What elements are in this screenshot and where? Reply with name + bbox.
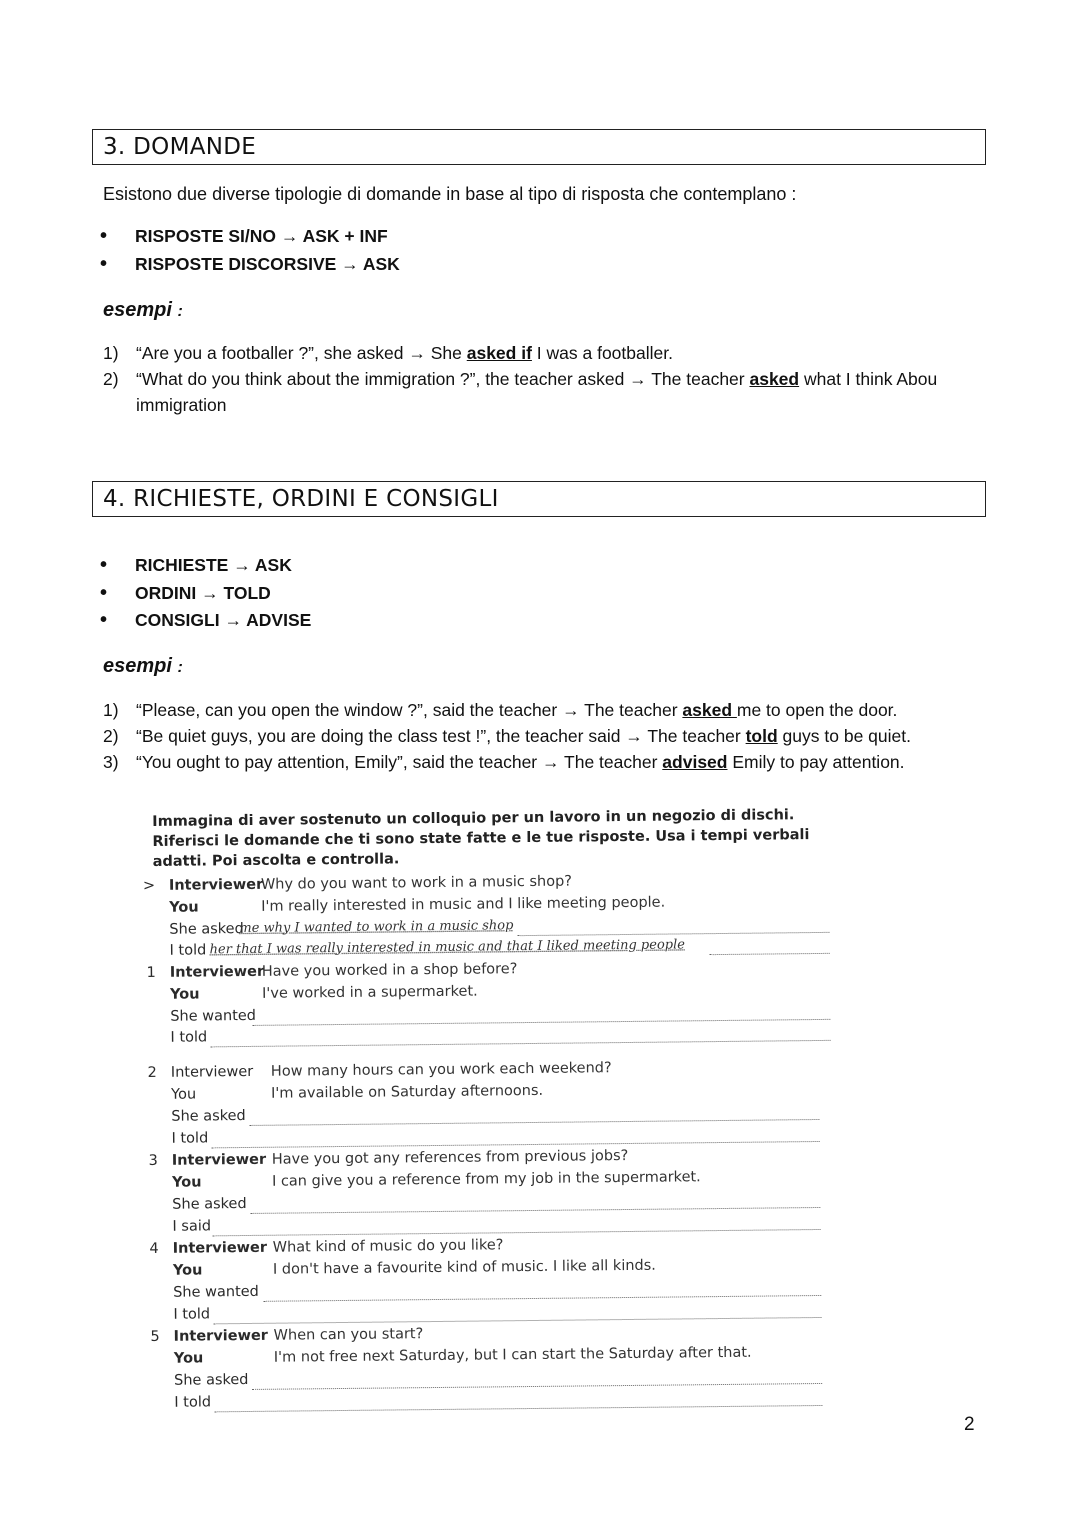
section-3-examples <box>103 340 983 418</box>
item-number: 3 <box>148 1152 158 1170</box>
answer-line <box>213 1229 821 1236</box>
section-3-bullets <box>100 226 400 281</box>
answer-line <box>710 953 830 955</box>
answer-line-label: She asked <box>174 1371 249 1389</box>
example-item <box>103 749 983 775</box>
you-label: You <box>169 986 200 1003</box>
example-text: “Be quiet guys, you are doing the class test !”, the teacher said → The teacher <box>136 726 746 746</box>
bullet-item: • CONSIGLI → ADVISE <box>100 610 311 638</box>
answer-text: I can give you a reference from my job in the supermarket. <box>271 1169 701 1190</box>
answer-line-label: I told <box>173 1306 211 1323</box>
example-number: 1) <box>103 700 119 720</box>
you-label: You <box>171 1174 202 1191</box>
esempi-heading <box>103 655 183 678</box>
answer-line-label: She wanted <box>170 1007 257 1025</box>
handwritten-answer: me why I wanted to work in a music shop <box>239 918 514 937</box>
answer-line-label: She asked <box>171 1107 246 1125</box>
example-text: “Please, can you open the window ?”, said the teacher → The teacher <box>136 700 683 720</box>
answer-line <box>252 1019 830 1026</box>
question-text: What kind of music do you like? <box>272 1237 504 1256</box>
handwritten-answer: her that I was really interested in music and that I liked meeting people <box>209 937 686 958</box>
question-text: Have you worked in a shop before? <box>261 961 518 980</box>
example-item <box>103 340 983 366</box>
answer-line-label: I said <box>172 1218 212 1235</box>
interviewer-label: Interviewer <box>168 876 264 894</box>
example-text: me to open the door. <box>736 700 898 720</box>
answer-line-label: I told <box>171 1130 209 1147</box>
section-4-examples <box>103 697 983 775</box>
answer-text: I'm really interested in music and I like meeting people. <box>261 894 666 915</box>
esempi-label: esempi <box>103 655 172 677</box>
example-highlight: asked <box>749 369 800 389</box>
example-item <box>103 366 983 418</box>
esempi-colon: : <box>177 303 183 320</box>
example-text: “You ought to pay attention, Emily”, said the teacher → The teacher <box>136 752 663 772</box>
answer-line-label: I told <box>170 1029 208 1046</box>
item-number: 4 <box>149 1240 159 1258</box>
you-label: You <box>171 1086 197 1103</box>
example-text: what I think Abou immigration <box>136 369 938 415</box>
interviewer-label: Interviewer <box>169 963 265 981</box>
worksheet-instructions: Immagina di aver sostenuto un colloquio per un lavoro in un negozio di dischi. Riferisci le domande che ti sono state fatte e le tue risposte. Usa i tempi verbali adatti. Poi ascolta e controlla. <box>152 807 810 870</box>
example-item <box>103 697 983 723</box>
you-label: You <box>173 1350 204 1367</box>
answer-line <box>517 932 829 936</box>
example-item <box>103 723 983 749</box>
bullet-item: • RISPOSTE DISCORSIVE → ASK <box>100 254 400 282</box>
example-number: 2) <box>103 726 119 746</box>
answer-line-label: I told <box>174 1394 212 1411</box>
answer-text: I don't have a favourite kind of music. I like all kinds. <box>272 1257 656 1278</box>
answer-text: I'm available on Saturday afternoons. <box>271 1082 544 1102</box>
example-number: 1) <box>103 343 119 363</box>
example-highlight: told <box>745 726 778 746</box>
answer-line <box>252 1383 822 1390</box>
item-number: 5 <box>150 1328 160 1346</box>
example-text: “What do you think about the immigration ?”, the teacher asked → The teacher <box>136 369 750 389</box>
question-text: When can you start? <box>273 1326 424 1344</box>
section-4-bullets <box>100 555 311 638</box>
item-number: 1 <box>146 964 156 982</box>
example-text: Emily to pay attention. <box>727 752 905 772</box>
question-text: Have you got any references from previous jobs? <box>271 1147 629 1168</box>
interviewer-label: Interviewer <box>170 1063 254 1081</box>
answer-line <box>214 1405 822 1412</box>
answer-line-label: She asked <box>172 1195 247 1213</box>
page-number: 2 <box>964 1414 975 1435</box>
question-text: How many hours can you work each weekend? <box>270 1060 612 1080</box>
answer-line <box>263 1295 821 1302</box>
answer-text: I've worked in a supermarket. <box>261 983 478 1002</box>
bullet-item: • ORDINI → TOLD <box>100 583 311 611</box>
answer-line <box>249 1119 819 1126</box>
section-3-intro: Esistono due diverse tipologie di domande in base al tipo di risposta che contemplano : <box>103 184 797 204</box>
example-text: “Are you a footballer ?”, she asked → She <box>136 343 467 363</box>
example-number: 3) <box>103 752 119 772</box>
you-label: You <box>169 899 199 916</box>
answer-line <box>214 1317 822 1324</box>
example-highlight: advised <box>662 752 728 772</box>
bullet-item: • RICHIESTE → ASK <box>100 555 311 583</box>
answer-line <box>212 1141 820 1148</box>
example-marker: > <box>142 877 156 895</box>
interviewer-label: Interviewer <box>173 1327 269 1345</box>
answer-line-label: I told <box>169 942 207 959</box>
section-4-title: 4. RICHIESTE, ORDINI E CONSIGLI <box>92 481 986 517</box>
interviewer-label: Interviewer <box>172 1239 268 1257</box>
question-text: Why do you want to work in a music shop? <box>260 873 573 893</box>
answer-line-label: She asked <box>169 921 244 938</box>
item-number: 2 <box>147 1064 157 1082</box>
example-text: I was a footballer. <box>531 343 673 363</box>
esempi-label: esempi <box>103 299 172 321</box>
example-highlight: asked if <box>466 343 532 363</box>
answer-line <box>211 1040 831 1047</box>
esempi-colon: : <box>177 659 183 676</box>
you-label: You <box>172 1262 203 1279</box>
answer-text: I'm not free next Saturday, but I can start the Saturday after that. <box>273 1344 752 1366</box>
section-3-title: 3. DOMANDE <box>92 129 986 165</box>
bullet-item: • RISPOSTE SI/NO → ASK + INF <box>100 226 400 254</box>
interviewer-label: Interviewer <box>171 1151 267 1169</box>
answer-line-label: She wanted <box>173 1283 259 1301</box>
example-highlight: asked <box>682 700 737 720</box>
answer-line <box>250 1207 820 1214</box>
example-text: guys to be quiet. <box>777 726 911 746</box>
esempi-heading <box>103 299 183 322</box>
worksheet-scan <box>142 791 844 1411</box>
example-number: 2) <box>103 369 119 389</box>
